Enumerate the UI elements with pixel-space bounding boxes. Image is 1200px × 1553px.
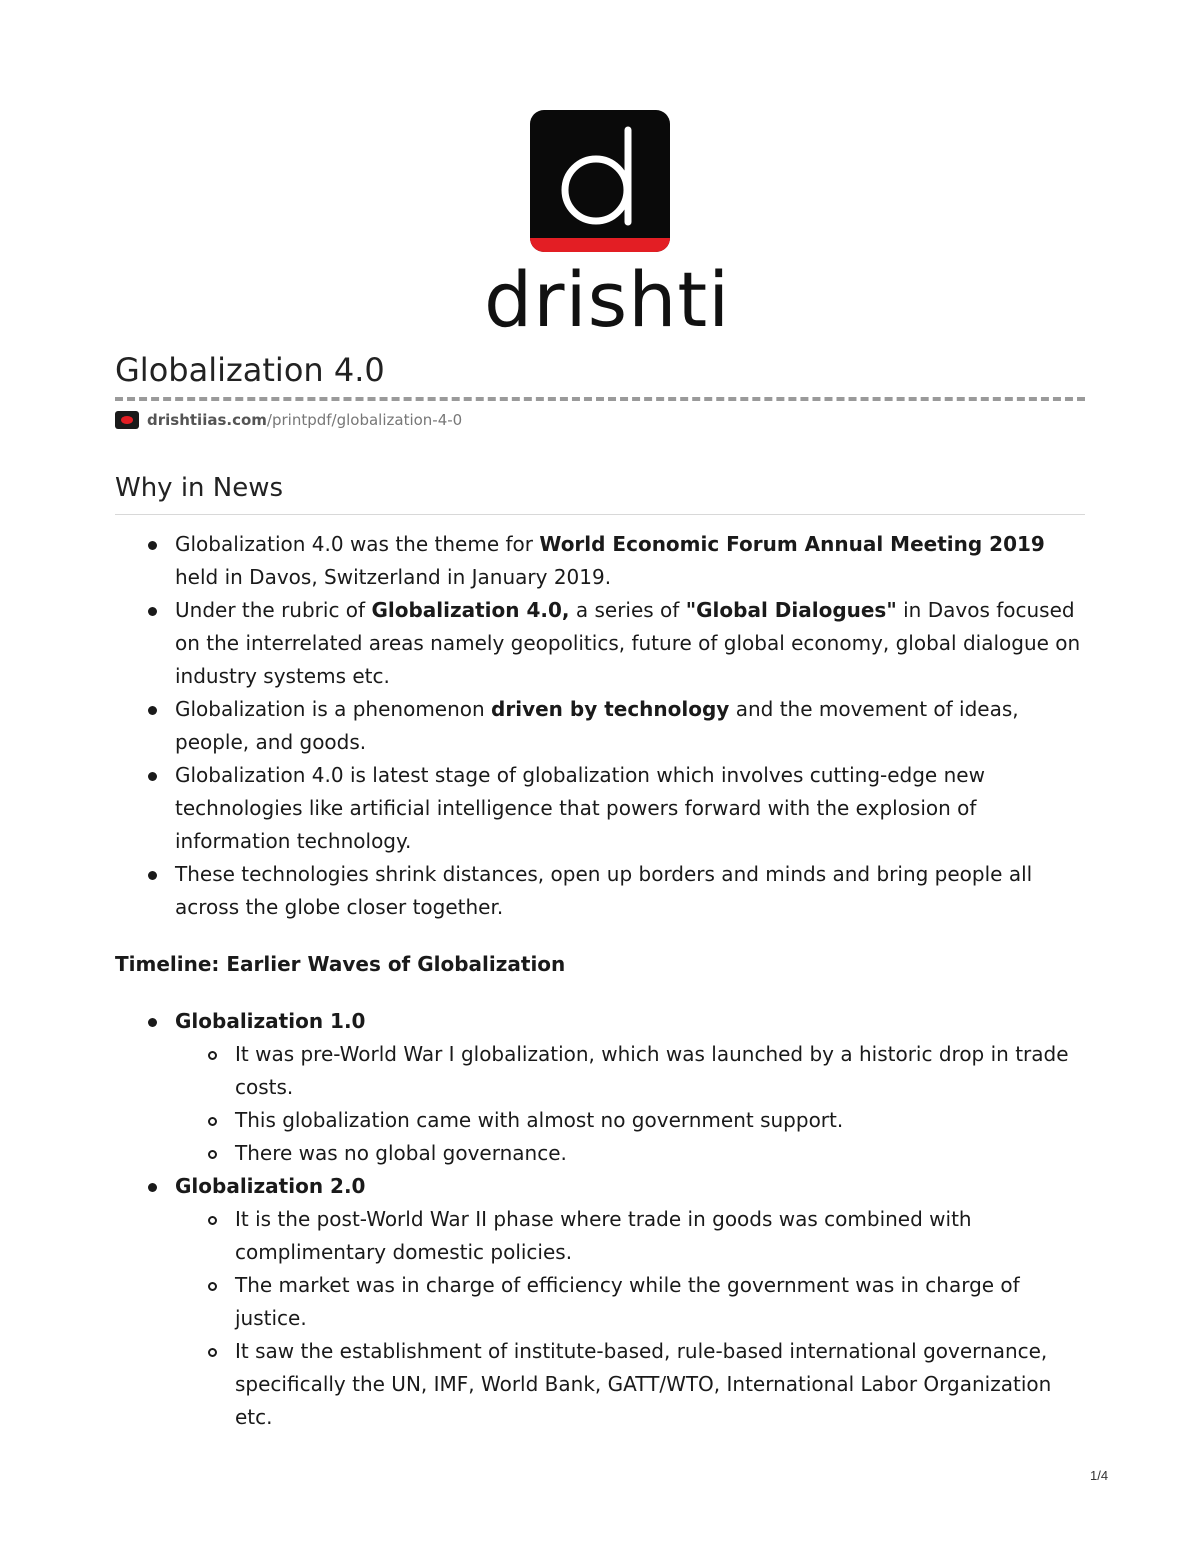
source-domain: drishtiias.com bbox=[147, 411, 267, 429]
timeline-heading: Timeline: Earlier Waves of Globalization bbox=[115, 952, 566, 976]
list-item: Globalization 4.0 was the theme for World Economic Forum Annual Meeting 2019 held in Davos, Switzerland in January 2019. bbox=[175, 528, 1090, 594]
wave-points bbox=[175, 1038, 1090, 1170]
source-path: /printpdf/globalization-4-0 bbox=[266, 411, 463, 429]
why-in-news-list bbox=[115, 528, 1090, 693]
logo-wordmark: drishti bbox=[484, 255, 731, 344]
timeline-list bbox=[115, 1005, 1090, 1434]
list-item: These technologies shrink distances, open up borders and minds and bring people all across the globe closer together. bbox=[175, 858, 1090, 924]
title-divider bbox=[115, 397, 1085, 401]
wave-title: Globalization 1.0 bbox=[175, 1009, 366, 1033]
section-divider bbox=[115, 514, 1085, 515]
list-item: The market was in charge of efficiency while the government was in charge of justice. bbox=[235, 1269, 1090, 1335]
wave-title: Globalization 2.0 bbox=[175, 1174, 366, 1198]
site-favicon-icon bbox=[115, 411, 139, 429]
article-body bbox=[115, 528, 1090, 1434]
list-item: It saw the establishment of institute-based, rule-based international governance, specifically the UN, IMF, World Bank, GATT/WTO, International Labor Organization etc. bbox=[235, 1335, 1090, 1434]
section-heading-why-in-news: Why in News bbox=[115, 473, 284, 503]
wave-points bbox=[175, 1203, 1090, 1434]
overview-list bbox=[115, 693, 1090, 924]
list-item: It was pre-World War I globalization, which was launched by a historic drop in trade costs. bbox=[235, 1038, 1090, 1104]
list-item: This globalization came with almost no government support. bbox=[235, 1104, 1090, 1137]
timeline-wave bbox=[175, 1005, 1090, 1170]
list-item: Under the rubric of Globalization 4.0, a series of "Global Dialogues" in Davos focused on the interrelated areas namely geopolitics, future of global economy, global dialogue on industry systems etc. bbox=[175, 594, 1090, 693]
logo-d-mark-icon bbox=[530, 110, 670, 252]
page-number: 1/4 bbox=[1090, 1468, 1109, 1483]
timeline-wave bbox=[175, 1170, 1090, 1434]
page-title: Globalization 4.0 bbox=[115, 351, 385, 389]
list-item: It is the post-World War II phase where trade in goods was combined with complimentary domestic policies. bbox=[235, 1203, 1090, 1269]
list-item: Globalization 4.0 is latest stage of globalization which involves cutting-edge new technologies like artificial intelligence that powers forward with the explosion of information technology. bbox=[175, 759, 1090, 858]
list-item: There was no global governance. bbox=[235, 1137, 1090, 1170]
list-item: Globalization is a phenomenon driven by technology and the movement of ideas, people, and goods. bbox=[175, 693, 1090, 759]
source-link[interactable] bbox=[115, 410, 462, 430]
drishti-logo bbox=[484, 110, 731, 344]
